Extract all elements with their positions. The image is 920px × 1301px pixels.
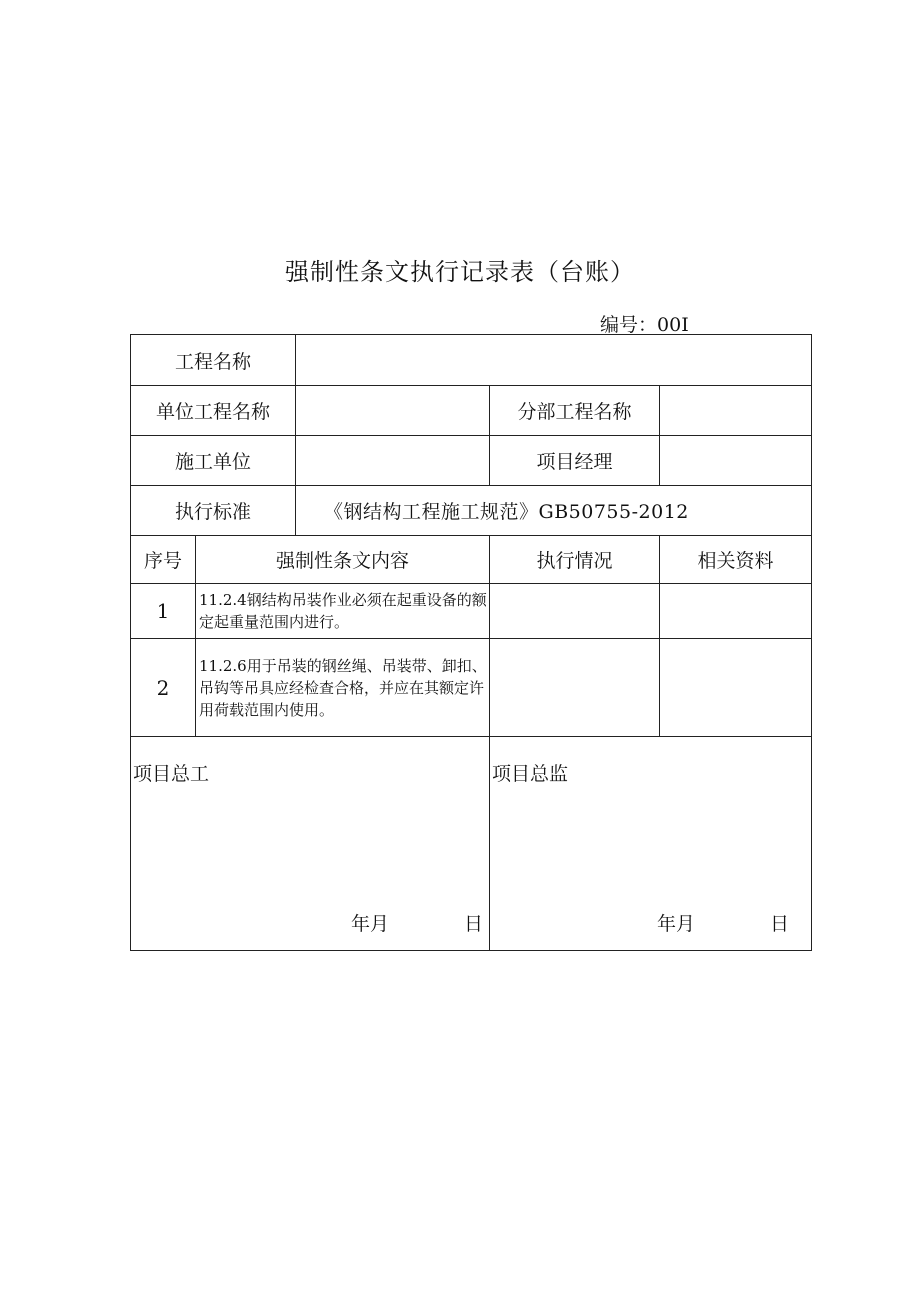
chief-engineer-year-month: 年月 [351,913,390,935]
document-number-label: 编号： [600,314,658,336]
signature-row [131,737,812,951]
column-header-seq: 序号 [131,536,196,584]
contractor-label: 施工单位 [131,436,296,486]
table-row [131,639,812,737]
unit-project-value[interactable] [296,386,490,436]
column-header-status: 执行情况 [490,536,660,584]
document-number [600,310,689,337]
standard-value: 《钢结构工程施工规范》GB50755-2012 [296,486,812,536]
sub-project-label: 分部工程名称 [490,386,660,436]
project-name-row [131,335,812,386]
row-seq: 1 [131,584,196,639]
chief-supervisor-day: 日 [770,913,790,935]
record-table [130,334,812,951]
chief-supervisor-signature-box[interactable] [490,737,812,951]
row-status[interactable] [490,584,660,639]
row-clause [196,639,490,737]
row-status[interactable] [490,639,660,737]
unit-project-label: 单位工程名称 [131,386,296,436]
chief-supervisor-label: 项目总监 [492,763,569,785]
chief-engineer-signature-box[interactable] [131,737,490,951]
page-title: 强制性条文执行记录表（台账） [285,258,635,286]
chief-supervisor-year-month: 年月 [657,913,696,935]
clause-code: 11.2.4 [199,591,247,609]
project-name-label: 工程名称 [131,335,296,386]
chief-engineer-day: 日 [464,913,484,935]
row-docs[interactable] [660,584,812,639]
manager-label: 项目经理 [490,436,660,486]
clause-text: 用于吊装的钢丝绳、吊装带、卸扣、吊钩等吊具应经检查合格，并应在其额定许用荷载范围内使用。 [199,656,487,719]
unit-project-row [131,386,812,436]
table-row [131,584,812,639]
column-header-docs: 相关资料 [660,536,812,584]
clause-code: 11.2.6 [199,656,247,675]
chief-engineer-label: 项目总工 [133,763,210,785]
clause-text: 钢结构吊装作业必须在起重设备的额定起重量范围内进行。 [199,591,487,631]
document-number-value: 00I [657,314,689,336]
standard-label: 执行标准 [131,486,296,536]
row-seq: 2 [131,639,196,737]
contractor-value[interactable] [296,436,490,486]
column-header-row [131,536,812,584]
standard-row [131,486,812,536]
contractor-row [131,436,812,486]
manager-value[interactable] [660,436,812,486]
project-name-value[interactable] [296,335,812,386]
sub-project-value[interactable] [660,386,812,436]
row-clause [196,584,490,639]
row-docs[interactable] [660,639,812,737]
column-header-content: 强制性条文内容 [196,536,490,584]
